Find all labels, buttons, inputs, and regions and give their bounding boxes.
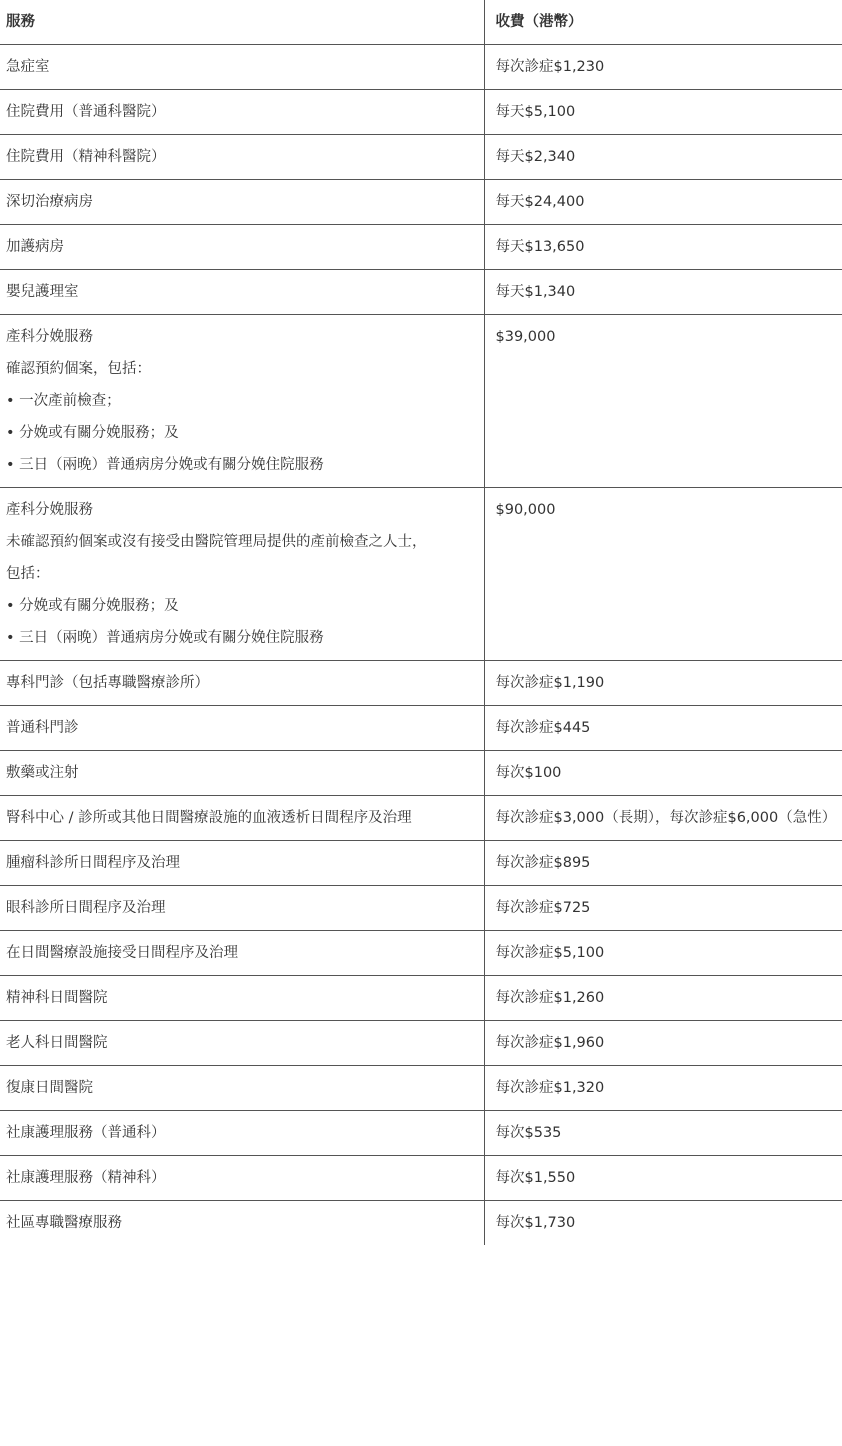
fee-text: 每次$100 [495, 765, 562, 781]
service-text: 在日間醫療設施接受日間程序及治理 [6, 945, 238, 961]
service-text: 產科分娩服務 [6, 502, 93, 518]
table-row [0, 841, 842, 886]
table-row [0, 90, 842, 135]
table-row [0, 1201, 842, 1246]
service-text: 住院費用（精神科醫院） [6, 149, 166, 165]
table-row [0, 488, 842, 661]
table-row [0, 661, 842, 706]
fee-cell [484, 706, 842, 751]
service-text: 急症室 [6, 59, 50, 75]
header-fee: 收費（港幣） [484, 0, 842, 45]
fee-cell [484, 270, 842, 315]
fee-text: 每次診症$725 [495, 900, 591, 916]
fee-text: 每次診症$5,100 [495, 945, 605, 961]
service-cell [0, 706, 484, 751]
fee-cell [484, 796, 842, 841]
service-text: 社區專職醫療服務 [6, 1215, 122, 1231]
service-cell [0, 796, 484, 841]
service-text: • 一次產前檢查； [6, 393, 121, 409]
fee-cell [484, 751, 842, 796]
fee-cell [484, 661, 842, 706]
fee-text: 每次診症$895 [495, 855, 591, 871]
fee-text: 每次$535 [495, 1125, 562, 1141]
table-row [0, 1111, 842, 1156]
service-text: 眼科診所日間程序及治理 [6, 900, 166, 916]
service-text: 包括： [6, 566, 50, 582]
fee-text: 每天$24,400 [495, 194, 585, 210]
service-cell [0, 180, 484, 225]
fee-cell [484, 1066, 842, 1111]
service-cell [0, 661, 484, 706]
service-text: 普通科門診 [6, 720, 79, 736]
fee-cell [484, 886, 842, 931]
fee-text: 每天$5,100 [495, 104, 576, 120]
fee-text: $90,000 [495, 502, 556, 518]
service-text: 嬰兒護理室 [6, 284, 79, 300]
fee-cell [484, 488, 842, 661]
fee-text: 每次診症$3,000（長期），每次診症$6,000（急性） [495, 810, 837, 826]
service-text: 腎科中心 / 診所或其他日間醫療設施的血液透析日間程序及治理 [6, 810, 412, 826]
service-text: 復康日間醫院 [6, 1080, 93, 1096]
service-cell [0, 1021, 484, 1066]
service-text: 未確認預約個案或沒有接受由醫院管理局提供的產前檢查之人士， [6, 534, 427, 550]
service-cell [0, 270, 484, 315]
fee-text: 每天$1,340 [495, 284, 576, 300]
service-text: • 三日（兩晚）普通病房分娩或有關分娩住院服務 [6, 457, 324, 473]
fee-cell [484, 90, 842, 135]
fee-cell [484, 1111, 842, 1156]
fee-text: 每天$2,340 [495, 149, 576, 165]
service-text: 腫瘤科診所日間程序及治理 [6, 855, 180, 871]
fee-cell [484, 225, 842, 270]
service-cell [0, 1201, 484, 1246]
fee-cell [484, 135, 842, 180]
service-cell [0, 225, 484, 270]
fee-text: 每次診症$1,190 [495, 675, 605, 691]
service-text: • 分娩或有關分娩服務；及 [6, 598, 179, 614]
service-cell [0, 751, 484, 796]
fee-cell [484, 976, 842, 1021]
table-row [0, 270, 842, 315]
table-row [0, 1066, 842, 1111]
service-cell [0, 1111, 484, 1156]
service-text: • 分娩或有關分娩服務；及 [6, 425, 179, 441]
table-row [0, 1156, 842, 1201]
service-cell [0, 315, 484, 488]
service-text: 社康護理服務（普通科） [6, 1125, 166, 1141]
fee-cell [484, 315, 842, 488]
table-row [0, 315, 842, 488]
fee-cell [484, 931, 842, 976]
service-text: 社康護理服務（精神科） [6, 1170, 166, 1186]
service-text: 深切治療病房 [6, 194, 93, 210]
service-cell [0, 45, 484, 90]
service-text: 精神科日間醫院 [6, 990, 108, 1006]
fee-text: 每次診症$445 [495, 720, 591, 736]
service-text: 敷藥或注射 [6, 765, 79, 781]
table-row [0, 706, 842, 751]
fee-text: 每次診症$1,320 [495, 1080, 605, 1096]
service-cell [0, 931, 484, 976]
table-row [0, 796, 842, 841]
service-text: • 三日（兩晚）普通病房分娩或有關分娩住院服務 [6, 630, 324, 646]
service-cell [0, 1066, 484, 1111]
service-cell [0, 488, 484, 661]
table-row [0, 180, 842, 225]
table-body [0, 45, 842, 1246]
table-row [0, 45, 842, 90]
service-text: 專科門診（包括專職醫療診所） [6, 675, 209, 691]
table-row [0, 886, 842, 931]
table-row [0, 976, 842, 1021]
table-header-row [0, 0, 842, 45]
fee-text: 每次$1,730 [495, 1215, 576, 1231]
fee-cell [484, 1021, 842, 1066]
header-service: 服務 [0, 0, 484, 45]
fee-cell [484, 1156, 842, 1201]
fee-text: 每次診症$1,260 [495, 990, 605, 1006]
fee-text: $39,000 [495, 329, 556, 345]
service-cell [0, 976, 484, 1021]
table-row [0, 135, 842, 180]
fee-text: 每天$13,650 [495, 239, 585, 255]
fee-text: 每次診症$1,960 [495, 1035, 605, 1051]
table-row [0, 751, 842, 796]
service-text: 加護病房 [6, 239, 64, 255]
service-text: 老人科日間醫院 [6, 1035, 108, 1051]
table-row [0, 1021, 842, 1066]
table-row [0, 931, 842, 976]
table-row [0, 225, 842, 270]
service-text: 住院費用（普通科醫院） [6, 104, 166, 120]
fee-cell [484, 841, 842, 886]
service-cell [0, 886, 484, 931]
service-cell [0, 135, 484, 180]
service-text: 產科分娩服務 [6, 329, 93, 345]
service-text: 確認預約個案，包括： [6, 361, 151, 377]
fee-cell [484, 1201, 842, 1246]
fee-text: 每次診症$1,230 [495, 59, 605, 75]
service-cell [0, 90, 484, 135]
fee-cell [484, 180, 842, 225]
service-cell [0, 841, 484, 886]
fee-text: 每次$1,550 [495, 1170, 576, 1186]
fee-cell [484, 45, 842, 90]
service-cell [0, 1156, 484, 1201]
